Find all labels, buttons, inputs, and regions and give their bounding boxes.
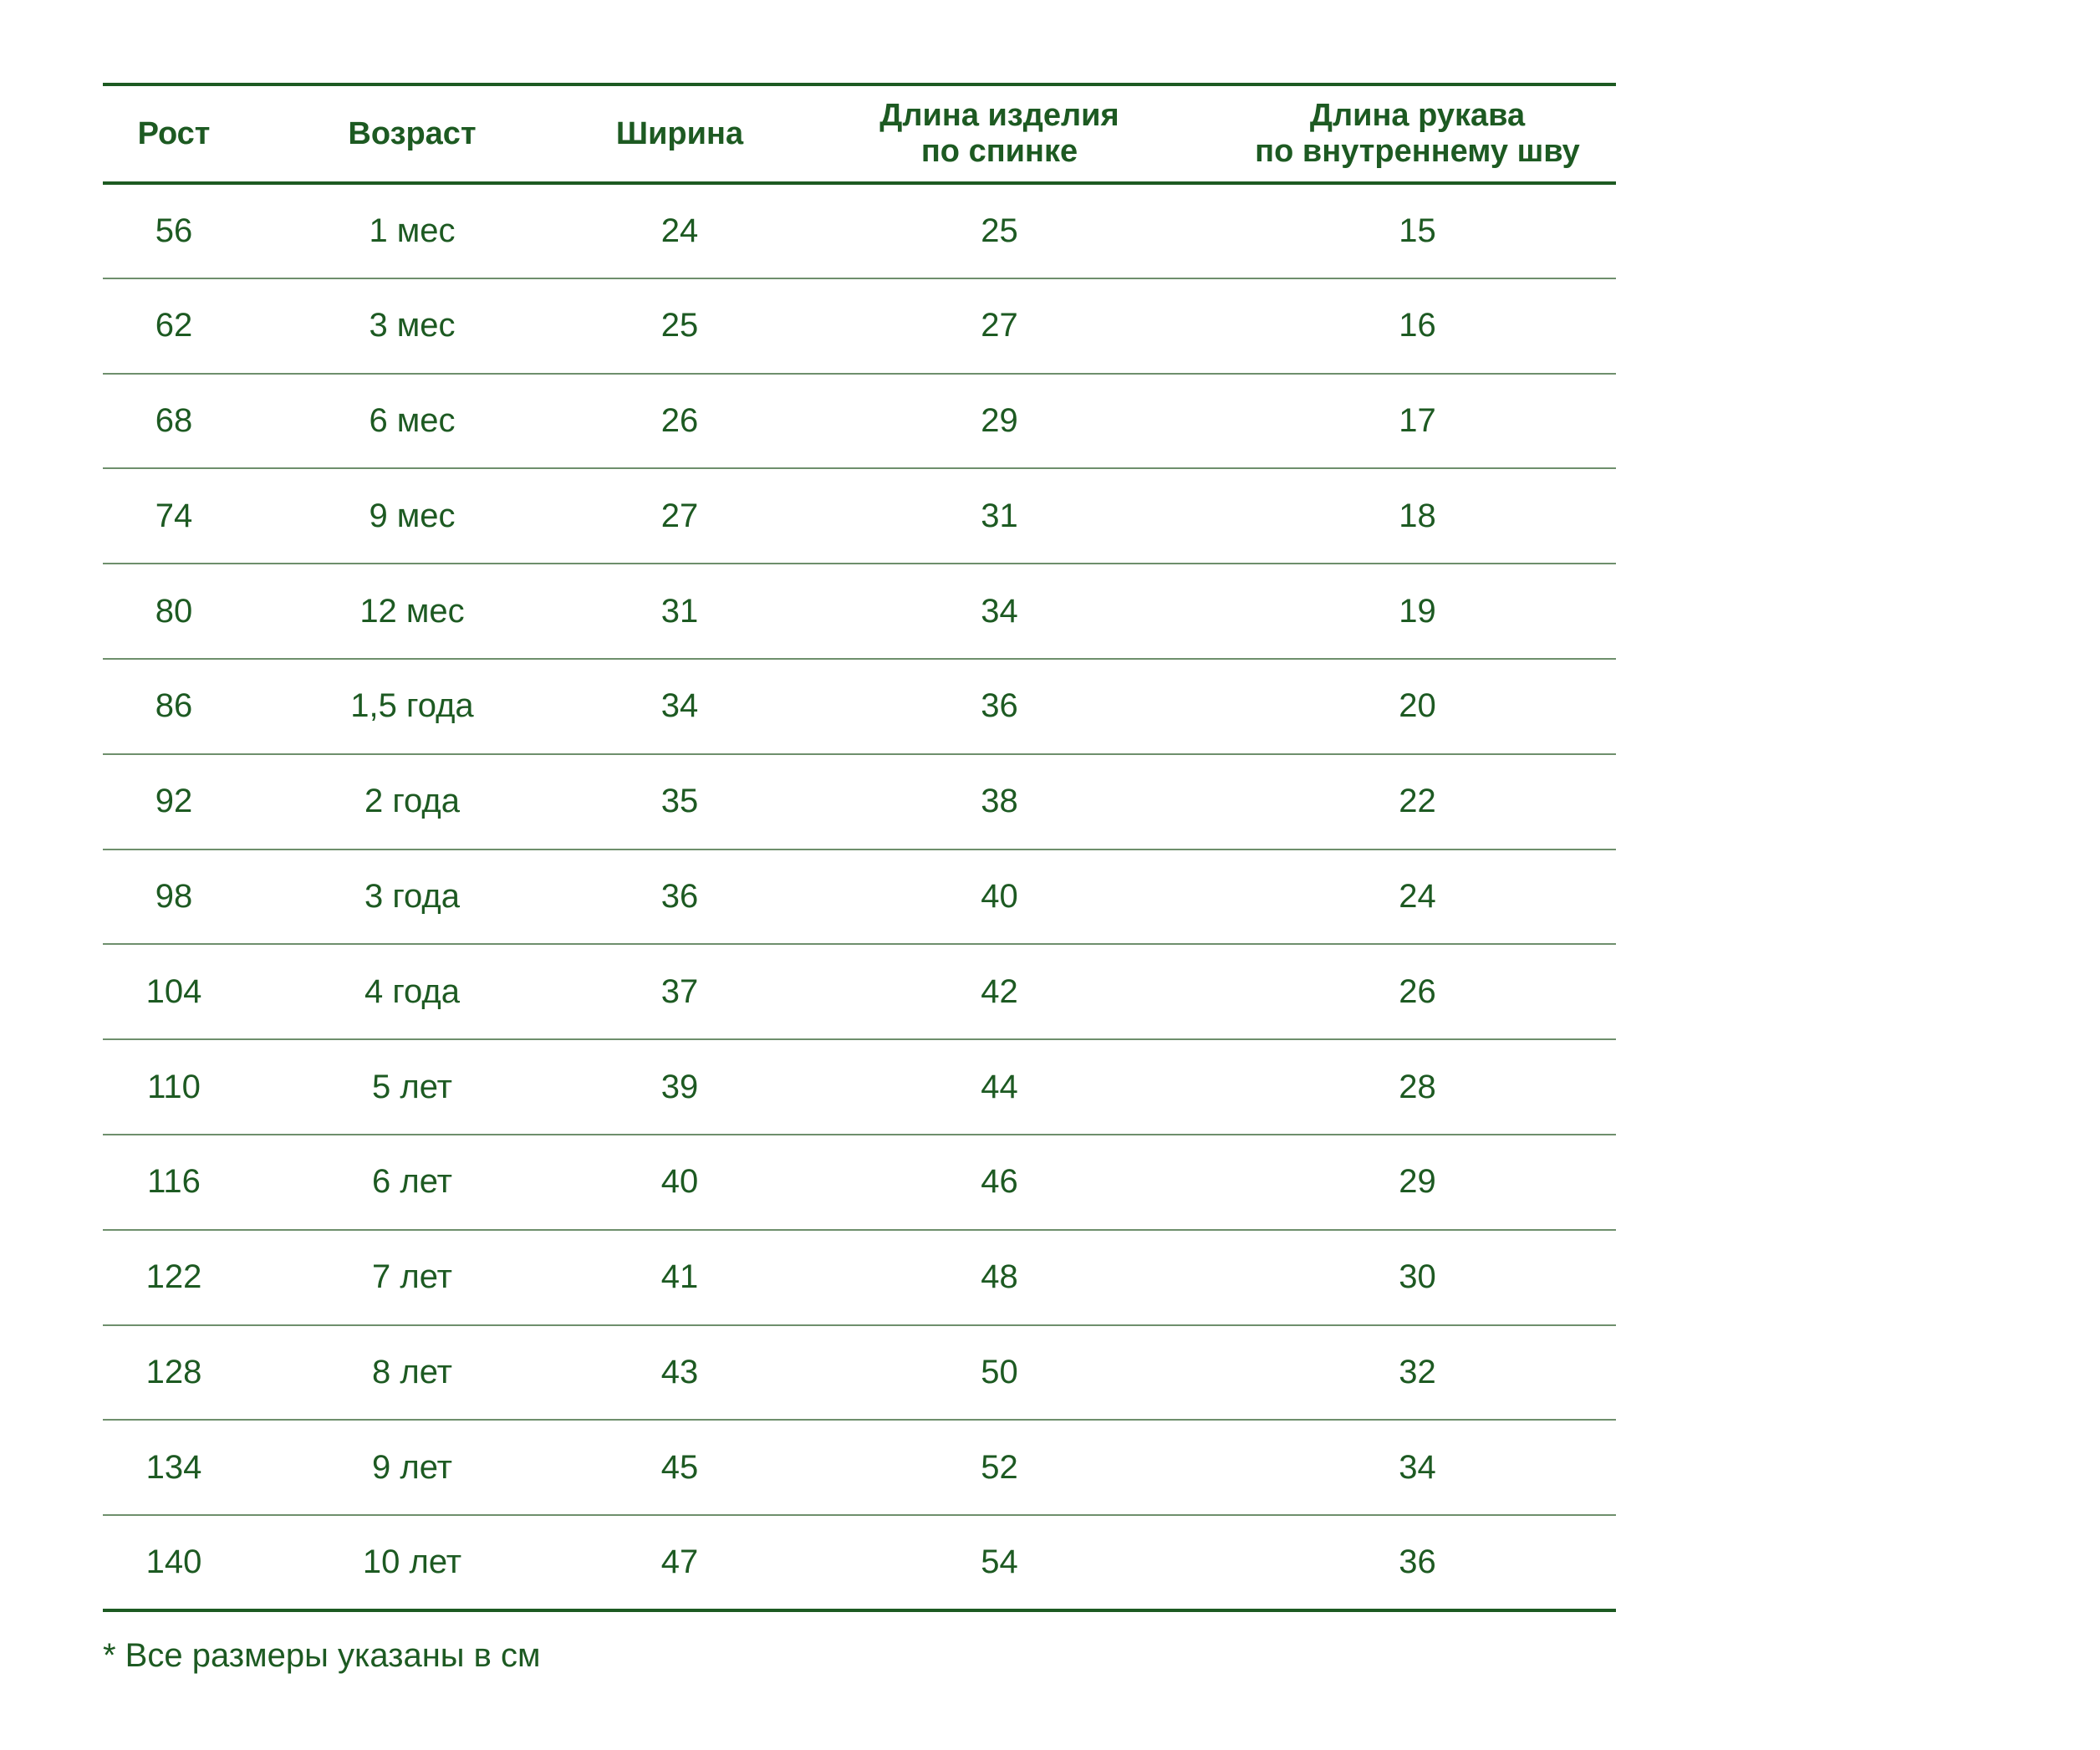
size-chart — [103, 83, 1616, 1612]
height-cell: 98 — [103, 849, 245, 945]
age-cell: 9 лет — [245, 1420, 579, 1515]
height-cell: 110 — [103, 1039, 245, 1135]
sleeve-length-cell: 32 — [1219, 1325, 1616, 1421]
sleeve-length-cell: 26 — [1219, 944, 1616, 1039]
width-cell: 43 — [579, 1325, 780, 1421]
age-cell: 3 мес — [245, 278, 579, 374]
sleeve-length-cell: 34 — [1219, 1420, 1616, 1515]
footnote: * Все размеры указаны в см — [103, 1637, 541, 1674]
sleeve-length-cell: 17 — [1219, 374, 1616, 469]
column-header-width — [579, 84, 780, 183]
width-cell: 25 — [579, 278, 780, 374]
table-row — [103, 1135, 1616, 1230]
width-cell: 41 — [579, 1230, 780, 1325]
header-line: по внутреннему шву — [1255, 134, 1580, 169]
age-cell: 1,5 года — [245, 659, 579, 754]
back-length-cell: 54 — [780, 1515, 1219, 1610]
back-length-cell: 52 — [780, 1420, 1219, 1515]
back-length-cell: 40 — [780, 849, 1219, 945]
height-cell: 128 — [103, 1325, 245, 1421]
sleeve-length-cell: 24 — [1219, 849, 1616, 945]
table-row — [103, 1039, 1616, 1135]
table-row — [103, 1420, 1616, 1515]
header-row — [103, 84, 1616, 183]
header-line: по спинке — [920, 134, 1078, 169]
width-cell: 45 — [579, 1420, 780, 1515]
height-cell: 122 — [103, 1230, 245, 1325]
sleeve-length-cell: 36 — [1219, 1515, 1616, 1610]
back-length-cell: 42 — [780, 944, 1219, 1039]
back-length-cell: 44 — [780, 1039, 1219, 1135]
age-cell: 8 лет — [245, 1325, 579, 1421]
table-row — [103, 564, 1616, 659]
back-length-cell: 27 — [780, 278, 1219, 374]
age-cell: 12 мес — [245, 564, 579, 659]
height-cell: 92 — [103, 754, 245, 849]
width-cell: 34 — [579, 659, 780, 754]
height-cell: 68 — [103, 374, 245, 469]
size-table — [103, 83, 1616, 1612]
back-length-cell: 38 — [780, 754, 1219, 849]
table-row — [103, 1230, 1616, 1325]
sleeve-length-cell: 30 — [1219, 1230, 1616, 1325]
table-row — [103, 468, 1616, 564]
header-line: Длина изделия — [879, 98, 1119, 133]
sleeve-length-cell: 18 — [1219, 468, 1616, 564]
height-cell: 80 — [103, 564, 245, 659]
back-length-cell: 29 — [780, 374, 1219, 469]
age-cell: 3 года — [245, 849, 579, 945]
height-cell: 74 — [103, 468, 245, 564]
column-header-age — [245, 84, 579, 183]
back-length-cell: 25 — [780, 183, 1219, 278]
height-cell: 134 — [103, 1420, 245, 1515]
table-row — [103, 659, 1616, 754]
height-cell: 62 — [103, 278, 245, 374]
width-cell: 40 — [579, 1135, 780, 1230]
height-cell: 86 — [103, 659, 245, 754]
table-row — [103, 183, 1616, 278]
width-cell: 39 — [579, 1039, 780, 1135]
sleeve-length-cell: 28 — [1219, 1039, 1616, 1135]
age-cell: 7 лет — [245, 1230, 579, 1325]
header-line: Ширина — [615, 115, 744, 151]
sleeve-length-cell: 29 — [1219, 1135, 1616, 1230]
table-body — [103, 183, 1616, 1610]
table-row — [103, 278, 1616, 374]
height-cell: 56 — [103, 183, 245, 278]
back-length-cell: 34 — [780, 564, 1219, 659]
table-row — [103, 944, 1616, 1039]
age-cell: 6 мес — [245, 374, 579, 469]
table-row — [103, 374, 1616, 469]
width-cell: 37 — [579, 944, 780, 1039]
width-cell: 24 — [579, 183, 780, 278]
width-cell: 31 — [579, 564, 780, 659]
table-row — [103, 1325, 1616, 1421]
back-length-cell: 36 — [780, 659, 1219, 754]
header-line: Возраст — [348, 115, 477, 151]
age-cell: 1 мес — [245, 183, 579, 278]
width-cell: 35 — [579, 754, 780, 849]
table-row — [103, 849, 1616, 945]
height-cell: 140 — [103, 1515, 245, 1610]
back-length-cell: 50 — [780, 1325, 1219, 1421]
height-cell: 116 — [103, 1135, 245, 1230]
header-line: Длина рукава — [1309, 98, 1526, 133]
column-header-back-length — [780, 84, 1219, 183]
back-length-cell: 48 — [780, 1230, 1219, 1325]
sleeve-length-cell: 19 — [1219, 564, 1616, 659]
sleeve-length-cell: 16 — [1219, 278, 1616, 374]
sleeve-length-cell: 15 — [1219, 183, 1616, 278]
width-cell: 47 — [579, 1515, 780, 1610]
age-cell: 9 мес — [245, 468, 579, 564]
age-cell: 6 лет — [245, 1135, 579, 1230]
age-cell: 2 года — [245, 754, 579, 849]
header-line: Рост — [137, 115, 211, 151]
table-row — [103, 754, 1616, 849]
height-cell: 104 — [103, 944, 245, 1039]
table-header — [103, 84, 1616, 183]
back-length-cell: 46 — [780, 1135, 1219, 1230]
age-cell: 5 лет — [245, 1039, 579, 1135]
sleeve-length-cell: 22 — [1219, 754, 1616, 849]
width-cell: 36 — [579, 849, 780, 945]
back-length-cell: 31 — [780, 468, 1219, 564]
age-cell: 4 года — [245, 944, 579, 1039]
sleeve-length-cell: 20 — [1219, 659, 1616, 754]
width-cell: 27 — [579, 468, 780, 564]
table-row — [103, 1515, 1616, 1610]
width-cell: 26 — [579, 374, 780, 469]
age-cell: 10 лет — [245, 1515, 579, 1610]
column-header-sleeve-length — [1219, 84, 1616, 183]
column-header-height — [103, 84, 245, 183]
